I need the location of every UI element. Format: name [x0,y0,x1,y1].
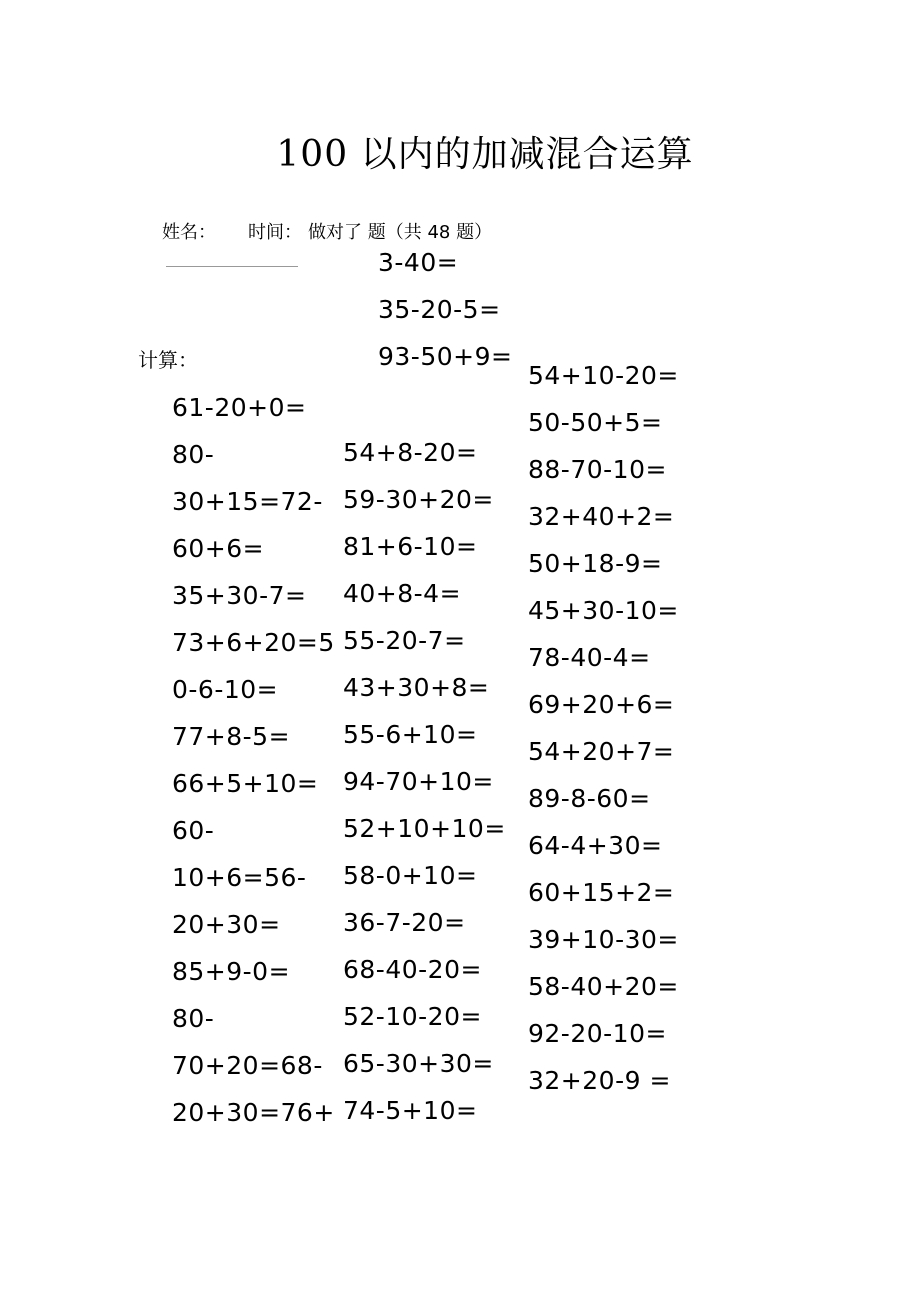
problem-item: 94-70+10= [343,767,494,796]
problem-item: 61-20+0= [172,393,307,422]
problem-item: 50-50+5= [528,408,663,437]
problem-item: 0-6-10= [172,675,279,704]
problem-item: 88-70-10= [528,455,667,484]
problem-item: 69+20+6= [528,690,675,719]
problem-item: 20+30=76+ [172,1098,335,1127]
problem-column-3 [528,352,679,1104]
problem-item: 93-50+9= [378,342,513,371]
problem-item: 65-30+30= [343,1049,494,1078]
problem-item: 64-4+30= [528,831,663,860]
time-label: 时间： [248,222,302,243]
problem-column-1 [172,384,335,1136]
problem-item: 89-8-60= [528,784,651,813]
problem-item: 85+9-0= [172,957,291,986]
problem-item: 60+6= [172,534,265,563]
page-title: 100 以内的加减混合运算 [276,134,694,175]
problem-item: 10+6=56- [172,863,307,892]
problem-item: 55-6+10= [343,720,478,749]
problem-item: 92-20-10= [528,1019,667,1048]
problem-item: 58-40+20= [528,972,679,1001]
problem-item: 77+8-5= [172,722,291,751]
problem-item: 45+30-10= [528,596,679,625]
problem-item: 35+30-7= [172,581,307,610]
problem-item: 32+40+2= [528,502,675,531]
name-blank-line [166,266,298,267]
problem-item: 20+30= [172,910,281,939]
problem-item: 80- [172,1004,215,1033]
problem-item: 74-5+10= [343,1096,478,1125]
problem-item: 39+10-30= [528,925,679,954]
problem-item: 59-30+20= [343,485,494,514]
problem-item: 81+6-10= [343,532,478,561]
problem-item: 80- [172,440,215,469]
problem-item: 68-40-20= [343,955,482,984]
problem-item: 32+20-9 = [528,1066,671,1095]
problem-column-2 [343,429,506,1134]
problem-item: 50+18-9= [528,549,663,578]
problem-item: 54+10-20= [528,361,679,390]
problem-item: 55-20-7= [343,626,466,655]
problem-item: 30+15=72- [172,487,323,516]
problem-item: 58-0+10= [343,861,478,890]
calc-label: 计算： [138,348,198,372]
problem-item: 52-10-20= [343,1002,482,1031]
problem-item: 66+5+10= [172,769,319,798]
score-label: 做对了 题（共 48 题） [308,222,493,243]
problem-item: 54+8-20= [343,438,478,467]
name-label: 姓名： [162,222,216,243]
problem-item: 52+10+10= [343,814,506,843]
problem-item: 35-20-5= [378,295,501,324]
problem-item: 78-40-4= [528,643,651,672]
problem-item: 43+30+8= [343,673,490,702]
problem-item: 3-40= [378,248,459,277]
problem-item: 73+6+20=5 [172,628,335,657]
problem-item: 60+15+2= [528,878,675,907]
problem-item: 70+20=68- [172,1051,323,1080]
problem-item: 54+20+7= [528,737,675,766]
problem-item: 36-7-20= [343,908,466,937]
problem-column-top [378,239,512,380]
problem-item: 40+8-4= [343,579,462,608]
problem-item: 60- [172,816,215,845]
